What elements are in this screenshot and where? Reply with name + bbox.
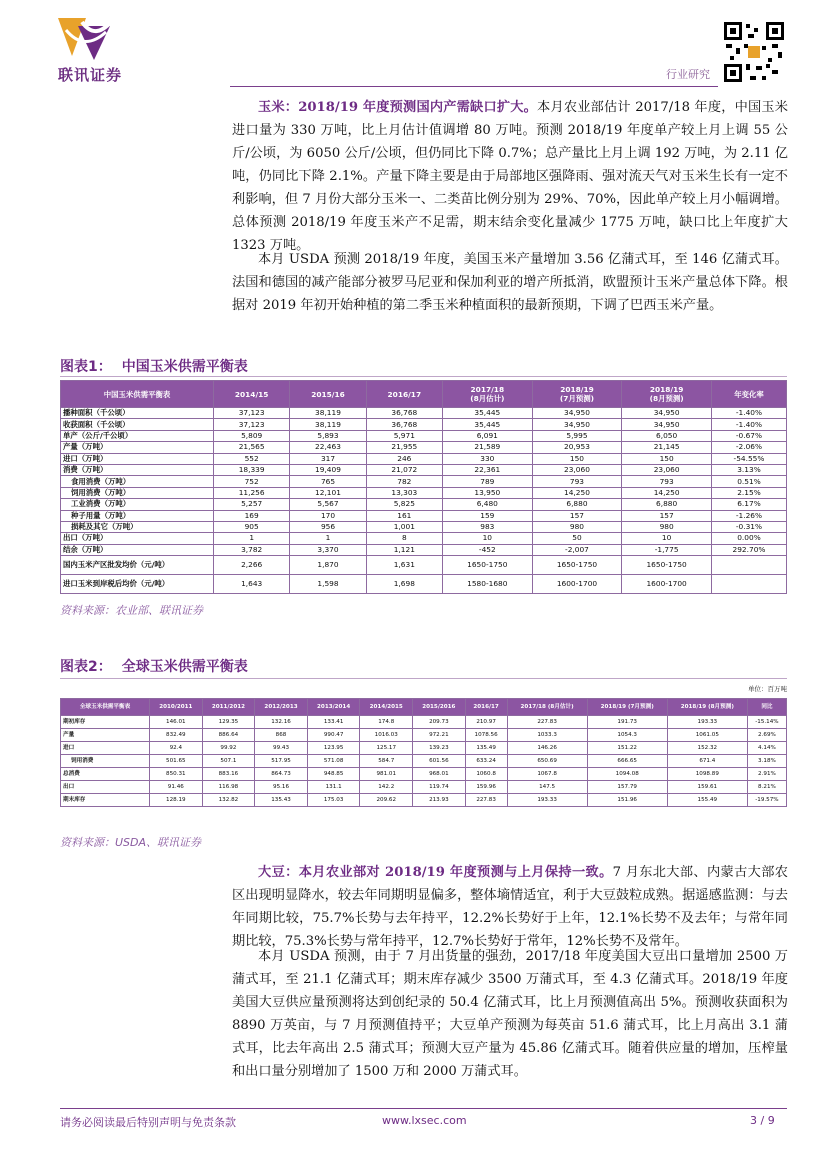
figure1-header-cell: 中国玉米供需平衡表 (61, 381, 214, 408)
table-cell: 6,880 (532, 499, 622, 510)
table-row (61, 556, 787, 575)
table-cell: 11,256 (214, 487, 290, 498)
table-cell: 1,598 (290, 575, 366, 594)
table-cell: 980 (532, 521, 622, 532)
table-cell: 13,950 (442, 487, 532, 498)
table-row (61, 521, 787, 532)
figure2-header-cell: 2017/18 (8月估计) (507, 699, 587, 716)
table-row (61, 742, 787, 755)
table-cell: 1,698 (366, 575, 442, 594)
table-row (61, 408, 787, 419)
table-cell: 5,893 (290, 430, 366, 441)
row-label: 结余（万吨） (61, 544, 214, 555)
corn-paragraph-1: 玉米：2018/19 年度预测国内产需缺口扩大。本月农业部估计 2017/18 年度，中国玉米进口量为 330 万吨，比上月估计值调增 80 万吨。预测 2018/19 年度单产较上月上调 55 公斤/公顷，为 6050 公斤/公顷，但仍同比下降 0.7%；总产量比上月上调 192 万吨，为 2.11 亿吨，仍同比下降 2.1%。产量下降主要是由于局部地区强降雨、强对流天气对玉米生长有一定不利影响，但 7 月份大部分玉米一、二类苗比例分别为 29%、70%，因此单产较上月小幅调增。总体预测 2018/19 年度玉米产不足需，期末结余变化量减少 1775 万吨，缺口比上年度扩大 1323 万吨。 (232, 100, 788, 253)
table-row (61, 453, 787, 464)
table-cell: 6,880 (622, 499, 712, 510)
table-cell: 0.51% (711, 476, 786, 487)
table-cell: 19,409 (290, 464, 366, 475)
table-cell: 2,266 (214, 556, 290, 575)
soy-heading: 大豆：本月农业部对 2018/19 年度预测与上月保持一致。 (258, 865, 613, 880)
table-cell: -1.40% (711, 419, 786, 430)
table-cell: 6,050 (622, 430, 712, 441)
figure2-header-cell: 2018/19 (8月预测) (667, 699, 747, 716)
table-cell: 782 (366, 476, 442, 487)
table-cell: 34,950 (622, 408, 712, 419)
table-cell: 38,119 (290, 419, 366, 430)
corn-heading: 玉米：2018/19 年度预测国内产需缺口扩大。 (258, 100, 538, 115)
table-cell: 135.49 (465, 742, 507, 755)
figure2-header-cell: 2011/2012 (202, 699, 255, 716)
table-cell: 5,825 (366, 499, 442, 510)
table-row (61, 794, 787, 807)
table-cell: 1033.3 (507, 729, 587, 742)
table-cell: 2.69% (747, 729, 786, 742)
table-cell: 35,445 (442, 408, 532, 419)
table-cell: 23,060 (532, 464, 622, 475)
table-cell: 1016.03 (360, 729, 413, 742)
table-cell: 10 (442, 533, 532, 544)
table-cell: 246 (366, 453, 442, 464)
table-row (61, 781, 787, 794)
table-cell: 147.5 (507, 781, 587, 794)
table-cell: 34,950 (532, 408, 622, 419)
table-cell: 34,950 (532, 419, 622, 430)
table-cell: 159 (442, 510, 532, 521)
table-cell: 21,589 (442, 442, 532, 453)
table-cell: 14,250 (532, 487, 622, 498)
table-cell: 209.73 (413, 716, 466, 729)
table-cell: 6,091 (442, 430, 532, 441)
table-cell: 150 (532, 453, 622, 464)
table-cell: 1650-1750 (622, 556, 712, 575)
table-cell: 99.92 (202, 742, 255, 755)
table-cell: 21,145 (622, 442, 712, 453)
table-cell: 95.16 (255, 781, 308, 794)
table-cell: 765 (290, 476, 366, 487)
table-cell: 10 (622, 533, 712, 544)
table-cell: 972.21 (413, 729, 466, 742)
qr-code-icon (722, 20, 786, 84)
figure2-header-cell: 2018/19 (7月预测) (587, 699, 667, 716)
table-cell: 116.98 (202, 781, 255, 794)
company-logo (56, 12, 126, 62)
table-cell: 666.65 (587, 755, 667, 768)
table-cell: 1,870 (290, 556, 366, 575)
table-cell: 21,565 (214, 442, 290, 453)
table-cell: 18,339 (214, 464, 290, 475)
table-cell: 968.01 (413, 768, 466, 781)
footer-url[interactable]: www.lxsec.com (382, 1114, 467, 1127)
table-cell: 552 (214, 453, 290, 464)
table-cell: -2.06% (711, 442, 786, 453)
row-label: 出口 (61, 781, 150, 794)
figure1-header-cell: 2018/19 (8月预测) (622, 381, 712, 408)
table-cell: 157 (532, 510, 622, 521)
soy-paragraph-1: 大豆：本月农业部对 2018/19 年度预测与上月保持一致。7 月东北大部、内蒙古大部农区出现明显降水，较去年同期明显偏多，整体墒情适宜，利于大豆鼓粒成熟。据遥感监测：与去年同期比较，75.7%长势与去年持平，12.2%长势好于上年，12.1%长势不及去年；与常年同期比较，75.3%长势与常年持平，12.7%长势好于常年，12%长势不及常年。 (232, 865, 788, 949)
row-label: 播种面积（千公顷） (61, 408, 214, 419)
table-cell: 752 (214, 476, 290, 487)
table-cell: 193.33 (667, 716, 747, 729)
footer-disclaimer: 请务必阅读最后特别声明与免责条款 (60, 1116, 236, 1129)
global-corn-balance-table (60, 698, 787, 807)
table-row (61, 768, 787, 781)
table-cell: 584.7 (360, 755, 413, 768)
table-row (61, 419, 787, 430)
page-number: 3 / 9 (750, 1114, 775, 1127)
figure1-source: 资料来源：农业部、联讯证券 (60, 604, 203, 617)
figure2-rule (60, 678, 787, 679)
table-cell: 864.73 (255, 768, 308, 781)
figure1-header-cell: 2018/19 (7月预测) (532, 381, 622, 408)
table-cell: 1650-1750 (532, 556, 622, 575)
table-cell: 2.91% (747, 768, 786, 781)
table-cell: 1078.56 (465, 729, 507, 742)
table-cell: 151.96 (587, 794, 667, 807)
row-label: 工业消费（万吨） (61, 499, 214, 510)
row-label: 出口（万吨） (61, 533, 214, 544)
table-cell: 5,809 (214, 430, 290, 441)
table-cell: 1580-1680 (442, 575, 532, 594)
table-cell: 21,955 (366, 442, 442, 453)
table-cell: 14,250 (622, 487, 712, 498)
table-cell: -0.31% (711, 521, 786, 532)
row-label: 消费（万吨） (61, 464, 214, 475)
table-cell: 6.17% (711, 499, 786, 510)
table-cell: 793 (532, 476, 622, 487)
table-cell: 191.73 (587, 716, 667, 729)
table-row (61, 464, 787, 475)
table-cell: 981.01 (360, 768, 413, 781)
table-cell: 1600-1700 (532, 575, 622, 594)
table-cell: 1054.3 (587, 729, 667, 742)
table-cell: 92.4 (150, 742, 203, 755)
table-cell: 131.1 (307, 781, 360, 794)
table-row (61, 430, 787, 441)
table-row (61, 755, 787, 768)
table-cell: -0.67% (711, 430, 786, 441)
table-cell: 990.47 (307, 729, 360, 742)
table-cell: 330 (442, 453, 532, 464)
figure2-header-cell: 2014/2015 (360, 699, 413, 716)
table-cell: 5,567 (290, 499, 366, 510)
table-row (61, 729, 787, 742)
table-row (61, 533, 787, 544)
table-cell: 1061.05 (667, 729, 747, 742)
table-cell: 150 (622, 453, 712, 464)
table-cell: 3.18% (747, 755, 786, 768)
table-cell: 1067.8 (507, 768, 587, 781)
row-label: 期初库存 (61, 716, 150, 729)
table-cell: 1,631 (366, 556, 442, 575)
table-row (61, 442, 787, 453)
table-cell: 1,001 (366, 521, 442, 532)
figure2-header-cell: 同比 (747, 699, 786, 716)
row-label: 国内玉米产区批发均价（元/吨） (61, 556, 214, 575)
company-name: 联讯证券 (58, 66, 123, 84)
figure2-header-cell: 2013/2014 (307, 699, 360, 716)
table-cell: 905 (214, 521, 290, 532)
table-cell: 1094.08 (587, 768, 667, 781)
table-cell: 671.4 (667, 755, 747, 768)
table-cell: -452 (442, 544, 532, 555)
table-cell: 793 (622, 476, 712, 487)
table-row (61, 716, 787, 729)
table-cell: 1,121 (366, 544, 442, 555)
table-cell: -1.26% (711, 510, 786, 521)
table-cell: 210.97 (465, 716, 507, 729)
table-cell: 517.95 (255, 755, 308, 768)
table-cell: 571.08 (307, 755, 360, 768)
table-cell: 123.95 (307, 742, 360, 755)
figure1-header-cell: 2014/15 (214, 381, 290, 408)
table-cell: 213.93 (413, 794, 466, 807)
table-cell: 175.03 (307, 794, 360, 807)
soy-paragraph-2: 本月 USDA 预测，由于 7 月出货量的强劲，2017/18 年度美国大豆出口量增加 2500 万蒲式耳，至 21.1 亿蒲式耳；期末库存减少 3500 万蒲式耳，至 4.3 亿蒲式耳。2018/19 年度美国大豆供应量预测将达到创纪录的 50.4 亿蒲式耳，比上月预测值高出 5%。预测收获面积为 8890 万英亩，与 7 月预测值持平；大豆单产预测为每英亩 51.6 蒲式耳，比上月高出 3.1 蒲式耳，比去年高出 2.5 蒲式耳；预测大豆产量为 45.86 亿蒲式耳。随着供应量的增加，压榨量和出口量分别增加了 1500 万和 2000 万蒲式耳。 (232, 949, 788, 1079)
figure2-header-cell: 2012/2013 (255, 699, 308, 716)
section-label: 行业研究 (666, 68, 710, 81)
table-cell (711, 575, 786, 594)
table-cell: 601.56 (413, 755, 466, 768)
table-cell: 8 (366, 533, 442, 544)
table-cell: 227.83 (507, 716, 587, 729)
table-cell: 20,953 (532, 442, 622, 453)
row-label: 进口（万吨） (61, 453, 214, 464)
figure2-title: 图表2： 全球玉米供需平衡表 (60, 659, 248, 675)
table-row (61, 510, 787, 521)
row-label: 进口玉米到岸税后均价（元/吨） (61, 575, 214, 594)
table-cell: 128.19 (150, 794, 203, 807)
table-cell: 650.69 (507, 755, 587, 768)
figure1-header-cell: 年变化率 (711, 381, 786, 408)
table-cell: 789 (442, 476, 532, 487)
table-cell: 317 (290, 453, 366, 464)
figure2-header-cell: 全球玉米供需平衡表 (61, 699, 150, 716)
table-cell: 1600-1700 (622, 575, 712, 594)
row-label: 产量 (61, 729, 150, 742)
table-cell: -15.14% (747, 716, 786, 729)
table-cell: 948.85 (307, 768, 360, 781)
table-row (61, 476, 787, 487)
table-cell: 6,480 (442, 499, 532, 510)
table-cell: 132.82 (202, 794, 255, 807)
table-cell: 8.21% (747, 781, 786, 794)
table-cell: 501.65 (150, 755, 203, 768)
table-cell: 2.15% (711, 487, 786, 498)
table-cell: 1 (214, 533, 290, 544)
table-cell: 5,995 (532, 430, 622, 441)
table-cell: 21,072 (366, 464, 442, 475)
table-cell: 50 (532, 533, 622, 544)
table-row (61, 487, 787, 498)
footer-divider (60, 1108, 787, 1109)
table-cell: 13,303 (366, 487, 442, 498)
table-cell: 170 (290, 510, 366, 521)
table-cell: 956 (290, 521, 366, 532)
table-cell: 507.1 (202, 755, 255, 768)
table-cell: 4.14% (747, 742, 786, 755)
table-cell: 12,101 (290, 487, 366, 498)
table-cell: 161 (366, 510, 442, 521)
row-label: 单产（公斤/千公顷） (61, 430, 214, 441)
table-cell: 1650-1750 (442, 556, 532, 575)
table-cell: 169 (214, 510, 290, 521)
row-label: 饲用消费 (61, 755, 150, 768)
table-cell: -1,775 (622, 544, 712, 555)
table-cell: 119.74 (413, 781, 466, 794)
table-row (61, 544, 787, 555)
table-cell: 5,971 (366, 430, 442, 441)
figure1-header-cell: 2015/16 (290, 381, 366, 408)
figure2-header-cell: 2015/2016 (413, 699, 466, 716)
table-cell: 139.23 (413, 742, 466, 755)
table-cell: 1060.8 (465, 768, 507, 781)
row-label: 收获面积（千公顷） (61, 419, 214, 430)
table-cell: 227.83 (465, 794, 507, 807)
table-cell: 1,643 (214, 575, 290, 594)
table-cell: 132.16 (255, 716, 308, 729)
table-cell: 3,370 (290, 544, 366, 555)
table-cell: 1098.89 (667, 768, 747, 781)
table-cell: 159.61 (667, 781, 747, 794)
table-cell: 633.24 (465, 755, 507, 768)
table-cell: 5,257 (214, 499, 290, 510)
table-cell: 152.32 (667, 742, 747, 755)
table-cell: 36,768 (366, 419, 442, 430)
table-cell: 34,950 (622, 419, 712, 430)
table-cell: 23,060 (622, 464, 712, 475)
figure2-header-cell: 2016/17 (465, 699, 507, 716)
table-cell: 886.64 (202, 729, 255, 742)
table-cell: 850.31 (150, 768, 203, 781)
row-label: 种子用量（万吨） (61, 510, 214, 521)
table-cell: 125.17 (360, 742, 413, 755)
table-cell: 146.01 (150, 716, 203, 729)
row-label: 饲用消费（万吨） (61, 487, 214, 498)
table-cell: 980 (622, 521, 712, 532)
row-label: 食用消费（万吨） (61, 476, 214, 487)
table-cell: 142.2 (360, 781, 413, 794)
figure1-header-cell: 2017/18 (8月估计) (442, 381, 532, 408)
figure2-header-cell: 2010/2011 (150, 699, 203, 716)
table-cell: 883.16 (202, 768, 255, 781)
table-cell: 91.46 (150, 781, 203, 794)
figure1-rule (60, 376, 787, 377)
table-cell: 151.22 (587, 742, 667, 755)
table-cell: 36,768 (366, 408, 442, 419)
table-cell: 868 (255, 729, 308, 742)
table-cell: 146.26 (507, 742, 587, 755)
table-cell: 155.49 (667, 794, 747, 807)
table-cell: 3.13% (711, 464, 786, 475)
table-cell: 983 (442, 521, 532, 532)
table-cell: 22,463 (290, 442, 366, 453)
table-cell: 157 (622, 510, 712, 521)
table-cell: 37,123 (214, 419, 290, 430)
table-cell: 292.70% (711, 544, 786, 555)
table-cell: 209.62 (360, 794, 413, 807)
table-cell: 157.79 (587, 781, 667, 794)
figure2-unit: 单位：百万吨 (748, 685, 787, 693)
table-cell: 22,361 (442, 464, 532, 475)
table-cell: 99.43 (255, 742, 308, 755)
row-label: 产量（万吨） (61, 442, 214, 453)
table-cell: -19.57% (747, 794, 786, 807)
table-cell: 38,119 (290, 408, 366, 419)
row-label: 进口 (61, 742, 150, 755)
row-label: 损耗及其它（万吨） (61, 521, 214, 532)
china-corn-balance-table (60, 380, 787, 594)
table-cell: 35,445 (442, 419, 532, 430)
figure1-title: 图表1： 中国玉米供需平衡表 (60, 359, 248, 375)
table-cell: 193.33 (507, 794, 587, 807)
figure1-header-cell: 2016/17 (366, 381, 442, 408)
header-divider (230, 86, 718, 87)
table-cell: -54.55% (711, 453, 786, 464)
figure2-source: 资料来源：USDA、联讯证券 (60, 836, 202, 849)
table-cell: 174.8 (360, 716, 413, 729)
table-cell: -1.40% (711, 408, 786, 419)
table-cell: 135.43 (255, 794, 308, 807)
table-cell: 3,782 (214, 544, 290, 555)
table-cell: 1 (290, 533, 366, 544)
corn-paragraph-2: 本月 USDA 预测 2018/19 年度，美国玉米产量增加 3.56 亿蒲式耳，至 146 亿蒲式耳。法国和德国的减产能部分被罗马尼亚和保加利亚的增产所抵消，欧盟预计玉米产量总体下降。根据对 2019 年初开始种植的第二季玉米种植面积的最新预期，下调了巴西玉米产量。 (232, 252, 788, 313)
table-cell: -2,007 (532, 544, 622, 555)
table-cell (711, 556, 786, 575)
table-cell: 832.49 (150, 729, 203, 742)
table-cell: 129.35 (202, 716, 255, 729)
table-row (61, 499, 787, 510)
table-cell: 0.00% (711, 533, 786, 544)
row-label: 期末库存 (61, 794, 150, 807)
table-row (61, 575, 787, 594)
table-cell: 133.41 (307, 716, 360, 729)
row-label: 总消费 (61, 768, 150, 781)
table-cell: 37,123 (214, 408, 290, 419)
table-cell: 159.96 (465, 781, 507, 794)
